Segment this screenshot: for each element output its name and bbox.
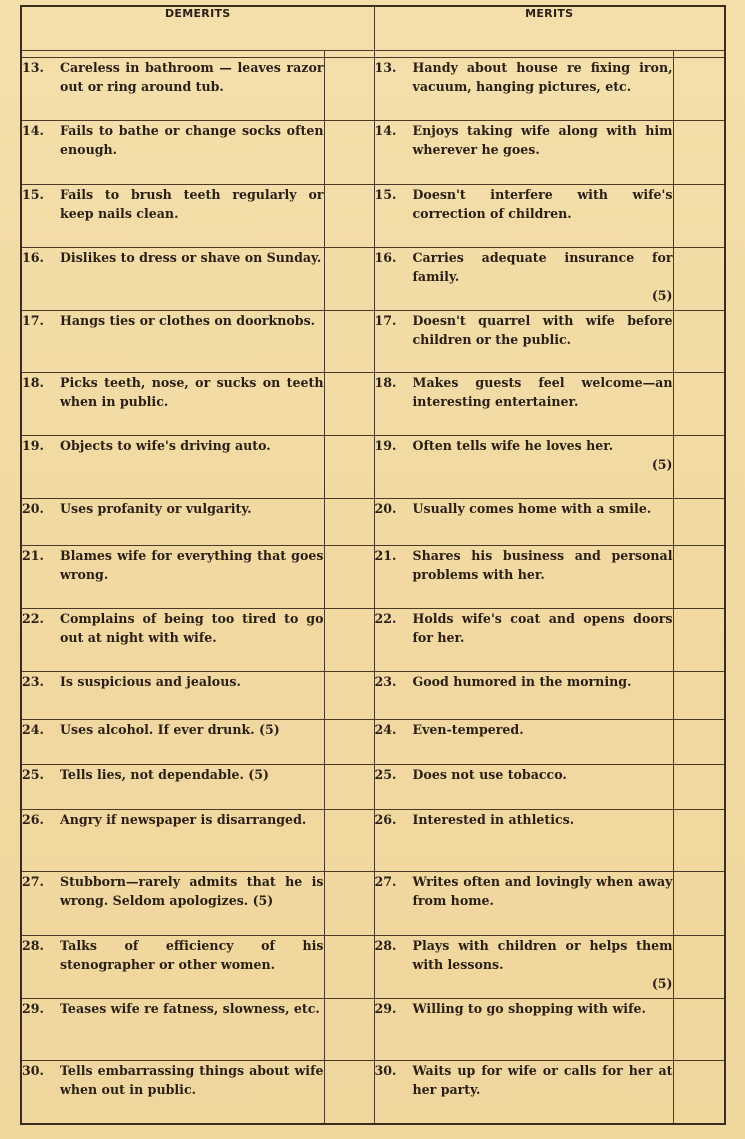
merit-item: [374, 373, 673, 435]
demerit-item-text: [60, 185, 324, 223]
merit-item-points: (5): [651, 287, 673, 303]
merit-item-text: [413, 311, 673, 349]
demerit-item-description: Picks teeth, nose, or sucks on teeth when in public.: [60, 375, 324, 410]
merit-item-text: [413, 720, 673, 739]
demerit-item: [21, 672, 324, 719]
demerit-item-number: 26.: [22, 812, 44, 828]
demerit-item-text: [60, 499, 324, 518]
merit-item-description: Writes often and lovingly when away from home.: [412, 874, 673, 909]
table-row: [21, 719, 725, 764]
spacer-cell: [374, 51, 673, 58]
demerit-item-number: 14.: [22, 123, 44, 139]
demerit-item-number: 18.: [22, 375, 44, 391]
demerit-item-text: [60, 121, 324, 159]
demerit-item: [21, 935, 324, 998]
merit-item-description: Interested in athletics.: [412, 812, 575, 828]
merit-item-line: [375, 810, 673, 829]
merit-item-description: Waits up for wife or calls for her at her party.: [412, 1063, 673, 1098]
demerit-item-text: [60, 765, 324, 784]
table-row: [21, 545, 725, 608]
demerit-item-text: [60, 872, 324, 910]
demerit-item-description: Complains of being too tired to go out at night with wife.: [60, 611, 324, 646]
demerit-score-box[interactable]: [324, 609, 374, 672]
merit-item-description: Doesn't interfere with wife's correction of children.: [412, 186, 673, 221]
table-row: [21, 764, 725, 809]
merit-item-text: [413, 936, 673, 993]
header-row: [21, 6, 725, 51]
merit-item-text: [413, 121, 673, 159]
merit-score-box[interactable]: [673, 764, 725, 809]
demerit-item-text: [60, 999, 324, 1018]
table-row: [21, 672, 725, 719]
demerit-item-line: [22, 999, 324, 1018]
demerit-item: [21, 184, 324, 247]
merit-item-number: 19.: [374, 437, 397, 453]
merit-item-text: [413, 609, 673, 647]
demerit-score-box[interactable]: [324, 247, 374, 310]
demerit-item-number: 13.: [22, 60, 44, 76]
demerit-item-number: 24.: [22, 721, 44, 737]
merit-score-box[interactable]: [673, 58, 725, 121]
demerit-item-line: [22, 58, 324, 96]
merit-item-number: 28.: [374, 937, 397, 953]
demerit-item-description: Is suspicious and jealous.: [60, 674, 241, 690]
demerit-item: [21, 1061, 324, 1124]
demerit-item-description: Tells embarrassing things about wife when out in public.: [60, 1063, 324, 1098]
demerit-item: [21, 545, 324, 608]
merit-item: [374, 184, 673, 247]
merit-item-description: Makes guests feel welcome—an interesting entertainer.: [412, 375, 673, 410]
demerit-score-box[interactable]: [324, 311, 374, 373]
table-row: [21, 1061, 725, 1124]
merit-item: [374, 672, 673, 719]
demerit-item-number: 16.: [22, 249, 44, 265]
merit-item-number: 16.: [374, 249, 397, 265]
demerit-score-box[interactable]: [324, 373, 374, 435]
demerit-item-number: 23.: [22, 674, 44, 690]
demerit-item-line: [22, 672, 324, 691]
table-row: [21, 121, 725, 184]
merit-item-line: [375, 999, 673, 1018]
demerit-item-number: 21.: [22, 547, 44, 563]
merit-item-line: [375, 121, 673, 159]
demerit-item-line: [22, 609, 324, 647]
demerit-item-line: [22, 499, 324, 518]
table-row: [21, 247, 725, 310]
demerit-score-box[interactable]: [324, 935, 374, 998]
demerit-item-description: Tells lies, not dependable. (5): [60, 766, 269, 782]
demerit-item-line: [22, 436, 324, 455]
merit-item: [374, 810, 673, 872]
demerit-item-description: Stubborn—rarely admits that he is wrong. Seldom apologizes. (5): [60, 874, 324, 909]
demerit-item-line: [22, 185, 324, 223]
demerit-item-number: 25.: [22, 766, 44, 782]
merit-item-number: 22.: [374, 611, 397, 627]
merit-item-points: (5): [651, 975, 673, 991]
merit-item-text: [413, 185, 673, 223]
demerit-item-number: 19.: [22, 437, 44, 453]
demerit-item-line: [22, 248, 324, 267]
demerit-item: [21, 998, 324, 1060]
demerit-score-box[interactable]: [324, 764, 374, 809]
demerit-item: [21, 764, 324, 809]
merit-item-line: [375, 58, 673, 96]
demerit-item-description: Uses profanity or vulgarity.: [60, 500, 252, 516]
merit-item: [374, 311, 673, 373]
demerit-item-line: [22, 936, 324, 974]
demerit-item-description: Blames wife for everything that goes wrong.: [60, 547, 324, 582]
merit-item-description: Willing to go shopping with wife.: [412, 1000, 646, 1016]
demerit-item-description: Hangs ties or clothes on doorknobs.: [60, 313, 316, 329]
merit-item-number: 24.: [374, 721, 397, 737]
demerit-item: [21, 435, 324, 498]
demerit-item: [21, 872, 324, 935]
demerit-item-text: [60, 609, 324, 647]
merit-item: [374, 872, 673, 935]
merit-item-description: Even-tempered.: [412, 721, 524, 737]
demerit-item-description: Uses alcohol. If ever drunk. (5): [60, 721, 280, 737]
demerit-item-text: [60, 546, 324, 584]
demerit-item-text: [60, 373, 324, 411]
demerit-score-box[interactable]: [324, 58, 374, 121]
demerit-item-description: Careless in bathroom — leaves razor out or ring around tub.: [60, 60, 324, 95]
merit-item-text: [413, 436, 673, 474]
demerit-score-box[interactable]: [324, 545, 374, 608]
table-row: [21, 810, 725, 872]
merit-item-number: 13.: [374, 60, 397, 76]
demerit-item-line: [22, 720, 324, 739]
merit-score-box[interactable]: [673, 121, 725, 184]
table-row: [21, 184, 725, 247]
table-row: [21, 373, 725, 435]
merit-item-line: [375, 720, 673, 739]
demerit-item-text: [60, 936, 324, 974]
demerit-item-number: 17.: [22, 313, 44, 329]
demerit-item-number: 28.: [22, 937, 44, 953]
demerit-item-number: 30.: [22, 1063, 44, 1079]
merit-item-number: 23.: [374, 674, 397, 690]
merit-item-text: [413, 672, 673, 691]
merit-item: [374, 998, 673, 1060]
merit-item-description: Doesn't quarrel with wife before children or the public.: [412, 313, 673, 348]
merit-score-box[interactable]: [673, 672, 725, 719]
demerit-item-text: [60, 248, 324, 267]
merits-header: MERITS: [374, 6, 725, 51]
merit-score-box[interactable]: [673, 545, 725, 608]
demerit-item-text: [60, 1061, 324, 1099]
demerit-item-line: [22, 546, 324, 584]
table-row: [21, 872, 725, 935]
demerit-item-description: Talks of efficiency of his stenographer or other women.: [60, 937, 324, 972]
merit-score-box[interactable]: [673, 311, 725, 373]
demerit-score-box[interactable]: [324, 498, 374, 545]
merit-item-text: [413, 765, 673, 784]
merit-score-box[interactable]: [673, 498, 725, 545]
merit-item: [374, 58, 673, 121]
demerit-item-line: [22, 121, 324, 159]
merit-item-description: Holds wife's coat and opens doors for her.: [412, 611, 673, 646]
merit-demerit-table: [20, 5, 726, 1125]
demerit-item-description: Dislikes to dress or shave on Sunday.: [60, 249, 322, 265]
demerit-item: [21, 373, 324, 435]
merit-item-line: [375, 248, 673, 305]
merit-item-description: Enjoys taking wife along with him wherever he goes.: [412, 123, 673, 158]
merit-item-text: [413, 810, 673, 829]
merit-item-number: 29.: [374, 1000, 397, 1016]
demerit-item-line: [22, 872, 324, 910]
merit-item-number: 14.: [374, 123, 397, 139]
demerit-item-number: 27.: [22, 874, 44, 890]
merit-item-text: [413, 499, 673, 518]
merit-item: [374, 764, 673, 809]
demerit-score-box[interactable]: [324, 872, 374, 935]
merit-item-text: [413, 546, 673, 584]
table-row: [21, 498, 725, 545]
table-row: [21, 311, 725, 373]
table-row: [21, 58, 725, 121]
merit-item-line: [375, 311, 673, 349]
demerit-item-description: Objects to wife's driving auto.: [60, 437, 271, 453]
merit-item-number: 18.: [374, 375, 397, 391]
merit-item: [374, 121, 673, 184]
merit-score-box[interactable]: [673, 247, 725, 310]
merit-item: [374, 498, 673, 545]
demerits-header: DEMERITS: [21, 6, 374, 51]
merit-item-text: [413, 248, 673, 305]
merit-item-number: 27.: [374, 874, 397, 890]
merit-item-description: Carries adequate insurance for family.: [412, 249, 673, 284]
merit-score-box[interactable]: [673, 719, 725, 764]
merit-item: [374, 935, 673, 998]
demerit-item-number: 29.: [22, 1000, 44, 1016]
merit-item: [374, 545, 673, 608]
merit-score-box[interactable]: [673, 872, 725, 935]
merit-item-line: [375, 872, 673, 910]
merit-item-number: 30.: [374, 1063, 397, 1079]
merit-score-box[interactable]: [673, 998, 725, 1060]
merit-item-description: Plays with children or helps them with lessons.: [412, 937, 673, 972]
merit-item-number: 25.: [374, 766, 397, 782]
merit-item-description: Usually comes home with a smile.: [412, 500, 652, 516]
merit-item: [374, 719, 673, 764]
demerit-item-line: [22, 1061, 324, 1099]
table-row: [21, 998, 725, 1060]
demerit-item-description: Fails to bathe or change socks often enough.: [60, 123, 324, 158]
demerit-item-text: [60, 672, 324, 691]
demerit-item-line: [22, 373, 324, 411]
merit-score-box[interactable]: [673, 810, 725, 872]
merit-item-line: [375, 936, 673, 993]
demerit-item: [21, 609, 324, 672]
spacer-row: [21, 51, 725, 58]
merit-score-box[interactable]: [673, 184, 725, 247]
merit-item-number: 21.: [374, 547, 397, 563]
demerit-item-text: [60, 810, 324, 829]
merit-item: [374, 1061, 673, 1124]
demerit-score-box[interactable]: [324, 998, 374, 1060]
merit-item: [374, 609, 673, 672]
merit-score-box[interactable]: [673, 1061, 725, 1124]
demerit-score-box[interactable]: [324, 435, 374, 498]
demerit-item: [21, 719, 324, 764]
demerit-item-number: 20.: [22, 500, 44, 516]
demerit-item-text: [60, 720, 324, 739]
demerit-item-text: [60, 436, 324, 455]
merit-item-description: Does not use tobacco.: [412, 766, 567, 782]
merit-item-line: [375, 373, 673, 411]
demerit-item: [21, 810, 324, 872]
merit-item-number: 20.: [374, 500, 397, 516]
merit-item-points: (5): [651, 456, 673, 472]
merit-item-line: [375, 765, 673, 784]
demerit-item-text: [60, 311, 324, 330]
merit-score-box[interactable]: [673, 435, 725, 498]
demerit-score-box[interactable]: [324, 810, 374, 872]
spacer-cell: [673, 51, 725, 58]
merit-item-line: [375, 609, 673, 647]
demerit-item-description: Fails to brush teeth regularly or keep nails clean.: [60, 186, 324, 221]
merit-item-line: [375, 499, 673, 518]
merit-item-text: [413, 373, 673, 411]
demerit-score-box[interactable]: [324, 719, 374, 764]
demerit-item: [21, 121, 324, 184]
merit-item: [374, 435, 673, 498]
merit-item: [374, 247, 673, 310]
demerit-item: [21, 58, 324, 121]
demerit-score-box[interactable]: [324, 1061, 374, 1124]
demerit-item: [21, 311, 324, 373]
merit-item-number: 15.: [374, 186, 397, 202]
merit-item-line: [375, 436, 673, 474]
demerit-item-text: [60, 58, 324, 96]
merit-item-text: [413, 58, 673, 96]
merit-item-line: [375, 185, 673, 223]
demerit-item-number: 15.: [22, 186, 44, 202]
merit-item-text: [413, 1061, 673, 1099]
merit-item-description: Handy about house re fixing iron, vacuum, hanging pictures, etc.: [412, 60, 673, 95]
merit-item-text: [413, 872, 673, 910]
spacer-cell: [324, 51, 374, 58]
merit-item-number: 26.: [374, 812, 397, 828]
demerit-item-line: [22, 765, 324, 784]
table-row: [21, 935, 725, 998]
table-row: [21, 435, 725, 498]
merit-item-line: [375, 672, 673, 691]
demerit-item-description: Angry if newspaper is disarranged.: [60, 812, 307, 828]
demerit-item-description: Teases wife re fatness, slowness, etc.: [60, 1000, 320, 1016]
merit-item-text: [413, 999, 673, 1018]
merit-item-description: Often tells wife he loves her.: [412, 437, 614, 453]
merit-item-description: Shares his business and personal problems with her.: [412, 547, 673, 582]
merit-item-line: [375, 1061, 673, 1099]
demerit-score-box[interactable]: [324, 672, 374, 719]
merit-item-description: Good humored in the morning.: [412, 674, 632, 690]
merit-score-box[interactable]: [673, 373, 725, 435]
merit-score-box[interactable]: [673, 609, 725, 672]
merit-score-box[interactable]: [673, 935, 725, 998]
demerit-item-number: 22.: [22, 611, 44, 627]
merit-item-number: 17.: [374, 313, 397, 329]
demerit-item: [21, 247, 324, 310]
merit-item-line: [375, 546, 673, 584]
demerit-score-box[interactable]: [324, 121, 374, 184]
spacer-cell: [21, 51, 324, 58]
table-row: [21, 609, 725, 672]
demerit-item-line: [22, 810, 324, 829]
demerit-item: [21, 498, 324, 545]
demerit-item-line: [22, 311, 324, 330]
demerit-score-box[interactable]: [324, 184, 374, 247]
